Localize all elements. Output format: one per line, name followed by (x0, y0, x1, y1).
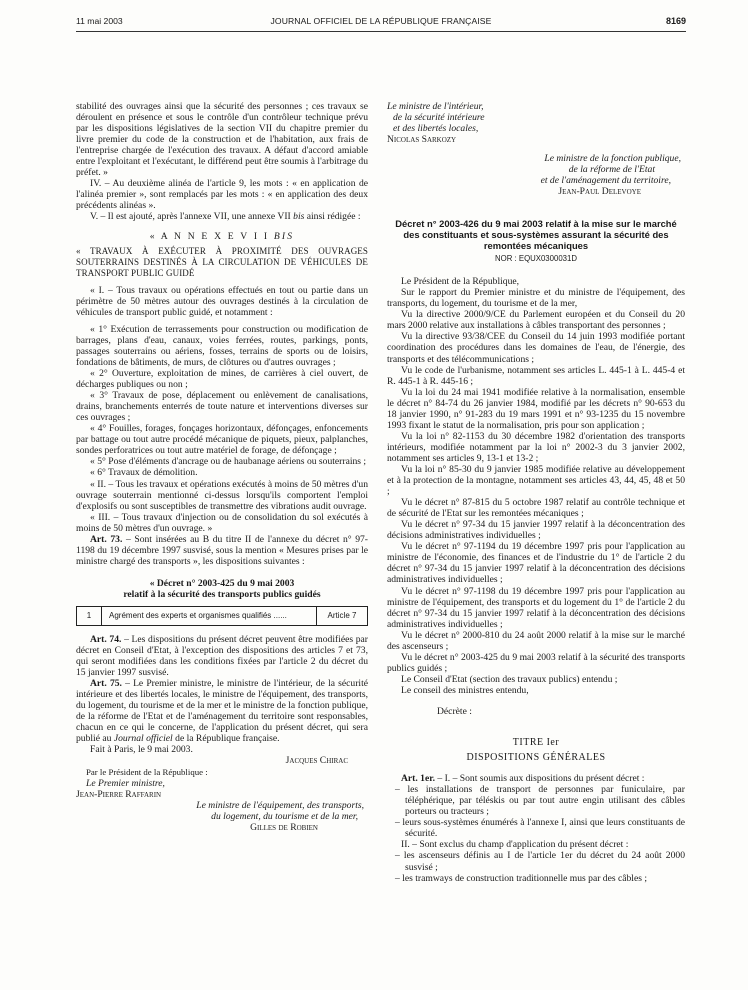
paragraph: IV. – Au deuxième alinéa de l'article 9, les mots : « en application de l'alinéa premier », sont remplacés par les mots : « en application des deux précédents alinéas ». (76, 178, 368, 212)
signature-date: Fait à Paris, le 9 mai 2003. (90, 744, 193, 756)
annex-item: « II. – Tous les travaux et opérations exécutés à moins de 50 mètres d'un ouvrage souterrain mentionné ci-dessus lorsqu'ils comportent l'emploi d'explosifs ou sont susceptibles de transmettre des vibrations audit ouvrage. (76, 478, 368, 512)
minister-fp-title: de la réforme de l'Etat (568, 164, 655, 176)
visa: Vu la loi n° 85-30 du 9 janvier 1985 modifiée relative au développement et à la protection de la montagne, notamment ses articles 43, 44, 45, 48 et 50 ; (387, 464, 685, 498)
minister-fp-title: et de l'aménagement du territoire, (540, 175, 671, 187)
minister-interior-title: et des libertés locales, (393, 123, 479, 135)
decree-title: Décret n° 2003-426 du 9 mai 2003 relatif à la mise sur le marché des constituants et sous-systèmes assurant la sécurité des remontées mécaniques (395, 218, 677, 251)
minister-equipment-name: Gilles de Robien (250, 821, 318, 833)
visa: Le Conseil d'Etat (section des travaux publics) entendu ; (401, 673, 618, 685)
right-column (387, 101, 685, 884)
title-heading: TITRE Ier (512, 737, 560, 749)
measures-table-row (76, 606, 368, 626)
article-1: Art. 1er. – I. – Sont soumis aux dispositions du présent décret : (401, 773, 645, 785)
visa: Vu le décret n° 2003-425 du 9 mai 2003 relatif à la sécurité des transports publics guidés ; (387, 651, 685, 674)
visa: Vu le décret n° 87-815 du 5 octobre 1987 relatif au contrôle technique et de sécurité de l'Etat sur les remontées mécaniques ; (387, 497, 685, 520)
visa: Vu le décret n° 97-1198 du 19 décembre 1997 pris pour l'application au ministre de l'équipement, des transports et du logement du 1° de l'article 2 du décret n° 97-34 du 15 janvier 1997 relatif à la déconcentration des décisions administratives individuelles ; (387, 585, 685, 630)
table-cell-number: 1 (77, 607, 102, 625)
table-cell-article: Article 7 (316, 607, 367, 625)
visa: Vu le code de l'urbanisme, notamment ses articles L. 445-1 à L. 445-4 et R. 445-1 à R. 445-16 ; (387, 364, 685, 387)
annex-item: « 3° Travaux de pose, déplacement ou enlèvement de canalisations, drains, branchements enterrés de toute nature et interventions diverses sur ces ouvrages ; (76, 390, 368, 424)
minister-fp-name: Jean-Paul Delevoye (558, 186, 641, 198)
visa: Vu le décret n° 97-1194 du 19 décembre 1997 pris pour l'application au ministre de l'économie, des finances et de l'industrie du 1° de l'article 2 du décret n° 97-34 du 15 janvier 1997 relatif à la déconcentration des décisions administratives individuelles ; (387, 541, 685, 586)
visa: Vu le décret n° 2000-810 du 24 août 2000 relatif à la mise sur le marché des ascenseurs ; (387, 629, 685, 652)
header-rule (76, 31, 686, 32)
visa: Vu la loi du 24 mai 1941 modifiée relative à la normalisation, ensemble le décret n° 84-74 du 26 janvier 1984, modifié par les décrets n° 90-653 du 18 janvier 1990, n° 91-283 du 19 mars 1991 et n° 93-1235 du 15 novembre 1993 fixant le statut de la normalisation, pris pour son application ; (387, 386, 685, 431)
annex-item: « 2° Ouverture, exploitation de mines, de carrières à ciel ouvert, de décharges publiques ou non ; (76, 368, 368, 391)
paragraph: V. – Il est ajouté, après l'annexe VII, une annexe VII bis ainsi rédigée : (90, 211, 361, 223)
visa: Le Président de la République, (401, 276, 520, 288)
annex-item: « 6° Travaux de démolition. (90, 467, 198, 479)
minister-interior-name: Nicolas Sarkozy (387, 134, 457, 146)
left-column (76, 101, 368, 833)
nor-reference: NOR : EQUX0300031D (495, 254, 577, 264)
annex-item: « 1° Exécution de terrassements pour construction ou modification de barrages, plans d'eau, canaux, voies ferrées, routes, parkings, ponts, passages souterrains ou aériens, fosses, terrains de sports ou de loisirs, fondations de bâtiments, de murs, de clôtures ou d'autres ouvrages ; (76, 323, 368, 368)
header-page-number: 8169 (665, 16, 686, 26)
visa: Vu la directive 2000/9/CE du Parlement européen et du Conseil du 20 mars 2000 relative aux installations à câbles transportant des personnes ; (387, 309, 685, 332)
visa: Le conseil des ministres entendu, (401, 684, 529, 696)
decret-reference-line2: relatif à la sécurité des transports publics guidés (123, 588, 321, 600)
annex-heading: « TRAVAUX À EXÉCUTER À PROXIMITÉ DES OUVRAGES SOUTERRAINS DESTINÉS À LA CIRCULATION DE VÉHICULES DE TRANSPORT PUBLIC GUIDÉ (76, 245, 368, 278)
by-president: Par le Président de la République : (86, 766, 208, 777)
paragraph: II. – Sont exclus du champ d'application du présent décret : (401, 839, 629, 851)
pm-name: Jean-Pierre Raffarin (76, 788, 162, 800)
minister-equipment-title: du logement, du tourisme et de la mer, (211, 810, 358, 822)
visa: Vu la directive 93/38/CEE du Conseil du 14 juin 1993 modifiée portant coordination des procédures dans les domaines de l'eau, de l'énergie, des transports et des télécommunications ; (387, 331, 685, 365)
pm-title: Le Premier ministre, (86, 777, 165, 789)
signature-president: Jacques Chirac (285, 755, 348, 767)
header-date: 11 mai 2003 (76, 16, 123, 26)
list-item: – les tramways de construction traditionnelle mus par des câbles ; (395, 872, 648, 884)
minister-interior-title: Le ministre de l'intérieur, (387, 101, 484, 112)
table-cell-text: Agrément des experts et organismes qualifiés ...... (109, 610, 287, 620)
list-item: – les ascenseurs définis au I de l'article 1er du décret du 24 août 2000 susvisé ; (395, 850, 685, 873)
annex-item: « III. – Tous travaux d'injection ou de consolidation du sol exécutés à moins de 50 mètres d'un ouvrage. » (76, 511, 368, 534)
article-74: Art. 74. – Les dispositions du présent décret peuvent être modifiées par décret en Conseil d'Etat, à l'exception des dispositions des articles 7 et 73, qui seront modifiées dans les conditions fixées par l'article 2 du décret du 15 janvier 1997 susvisé. (76, 633, 369, 679)
list-item: – les installations de transport de personnes par funiculaire, par téléphérique, par téléskis ou par tout autre engin utilisant des câbles porteurs ou tracteurs ; (395, 784, 685, 818)
visa: Sur le rapport du Premier ministre et du ministre de l'équipement, des transports, du logement, du tourisme et de la mer, (387, 287, 685, 310)
decret-reference-line1: « Décret n° 2003-425 du 9 mai 2003 (149, 577, 295, 589)
article-75: Art. 75. – Le Premier ministre, le ministre de l'intérieur, de la sécurité intérieure et des libertés locales, le ministre de l'équipement, des transports, du logement, du tourisme et de la mer et le ministre de la fonction publique, de la réforme de l'Etat et de l'aménagement du territoire sont responsables, chacun en ce qui le concerne, de l'application du présent décret, qui sera publié au Journal officiel de la République française. (76, 678, 368, 745)
visa: Vu le décret n° 97-34 du 15 janvier 1997 relatif à la déconcentration des décisions administratives individuelles ; (387, 519, 685, 542)
annex-item: « 4° Fouilles, forages, fonçages horizontaux, défonçages, enfoncements par battage ou tout autre procédé mécanique de piquets, pieux, palplanches, sondes perforatrices ou tout autre matériel de forage, de défonçage ; (76, 423, 368, 457)
minister-equipment-title: Le ministre de l'équipement, des transports, (196, 799, 364, 811)
decrete: Décrète : (437, 705, 472, 717)
annex-item: « 5° Pose d'éléments d'ancrage ou de haubanage aériens ou souterrains ; (90, 456, 367, 468)
annex-title: « A N N E X E V I I BIS (149, 230, 295, 242)
header-journal-title: JOURNAL OFFICIEL DE LA RÉPUBLIQUE FRANÇAISE (270, 16, 492, 26)
minister-fp-title: Le ministre de la fonction publique, (544, 153, 681, 165)
minister-interior-title: de la sécurité intérieure (393, 112, 485, 124)
page-header (76, 16, 686, 30)
paragraph: stabilité des ouvrages ainsi que la sécurité des personnes ; ces travaux se déroulent en présence et sous le contrôle d'un contrôleur technique prévu par les dispositions législatives de la section VII du chapitre premier du livre premier du code de la construction et de l'habitation, aux frais de l'entreprise chargée de l'exécution des travaux. A défaut d'accord amiable entre l'exploitant et l'exécutant, le différend peut être soumis à l'arbitrage du préfet. » (76, 101, 368, 179)
annex-item: « I. – Tous travaux ou opérations effectués en tout ou partie dans un périmètre de 50 mètres autour des ouvrages destinés à la circulation de véhicules de transport public guidé, et notamment : (76, 284, 368, 318)
visa: Vu la loi n° 82-1153 du 30 décembre 1982 d'orientation des transports intérieurs, modifiée notamment par la loi n° 2002-3 du 3 janvier 2002, notamment ses articles 9, 13-1 et 13-2 ; (387, 430, 685, 464)
title-subheading: DISPOSITIONS GÉNÉRALES (466, 752, 606, 764)
article-73: Art. 73. – Sont insérées au B du titre II de l'annexe du décret n° 97-1198 du 19 décembre 1997 susvisé, sous la mention « Mesures prises par le ministre chargé des transports », les dispositions suivantes : (76, 533, 369, 567)
list-item: – leurs sous-systèmes énumérés à l'annexe I, ainsi que leurs constituants de sécurité. (395, 817, 685, 840)
